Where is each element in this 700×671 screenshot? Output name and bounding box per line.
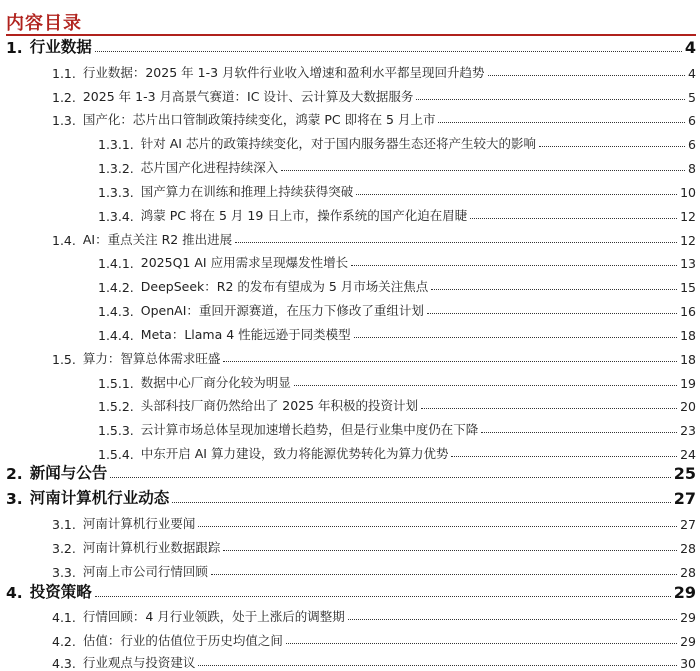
toc-dot-leader (416, 99, 685, 100)
toc-entry-number: 4.1. (52, 610, 76, 625)
toc-entry-text: 河南计算机行业要闻 (82, 516, 196, 531)
toc-entry[interactable] (0, 461, 696, 483)
toc-dot-leader (451, 456, 677, 457)
toc-entry-text: 行业观点与投资建议 (82, 655, 196, 670)
toc-entry-number: 1.4.2. (98, 280, 134, 295)
toc-entry[interactable] (0, 580, 696, 602)
toc-entry-page: 12 (680, 209, 696, 224)
toc-entry[interactable] (0, 416, 696, 438)
toc-entry[interactable] (0, 392, 696, 414)
toc-dot-leader (294, 385, 677, 386)
toc-entry-number: 4.2. (52, 634, 76, 649)
toc-entry-text: 国产算力在训练和推理上持续获得突破 (140, 184, 354, 199)
toc-dot-leader (470, 218, 677, 219)
toc-entry-text: DeepSeek：R2 的发布有望成为 5 月市场关注焦点 (140, 279, 429, 294)
toc-entry-page: 4 (688, 66, 696, 81)
toc-dot-leader (348, 619, 677, 620)
toc-entry-page: 15 (680, 280, 696, 295)
toc-entry-page: 20 (680, 399, 696, 414)
toc-entry-page: 27 (673, 489, 696, 508)
toc-entry[interactable] (0, 297, 696, 319)
toc-entry-page: 19 (680, 376, 696, 391)
toc-entry-page: 5 (688, 90, 696, 105)
toc-entry-number: 1.5.3. (98, 423, 134, 438)
toc-entry-text: Meta：Llama 4 性能远逊于同类模型 (140, 327, 351, 342)
toc-entry-number: 1.5.2. (98, 399, 134, 414)
toc-entry-number: 3. (6, 490, 23, 508)
toc-entry-page: 29 (680, 610, 696, 625)
toc-entry[interactable] (0, 649, 696, 671)
toc-entry[interactable] (0, 226, 696, 248)
toc-entry-text: 鸿蒙 PC 将在 5 月 19 日上市，操作系统的国产化迫在眉睫 (140, 208, 468, 223)
toc-entry-number: 3.2. (52, 541, 76, 556)
toc-title: 内容目录 (6, 13, 82, 34)
toc-dot-leader (211, 574, 677, 575)
toc-entry-page: 29 (673, 583, 696, 602)
toc-entry-page: 18 (680, 328, 696, 343)
toc-entry-number: 1.3.2. (98, 161, 134, 176)
toc-entry-number: 1. (6, 39, 23, 57)
toc-entry-page: 24 (680, 447, 696, 462)
toc-entry[interactable] (0, 510, 696, 532)
toc-dot-leader (198, 665, 677, 666)
toc-dot-leader (438, 122, 685, 123)
toc-dot-leader (488, 75, 686, 76)
toc-dot-leader (95, 51, 682, 52)
toc-entry-page: 18 (680, 352, 696, 367)
toc-entry-number: 2. (6, 465, 23, 483)
toc-entry[interactable] (0, 486, 696, 508)
toc-entry-page: 12 (680, 233, 696, 248)
toc-entry[interactable] (0, 35, 696, 57)
toc-entry-text: 芯片国产化进程持续深入 (140, 160, 279, 175)
toc-entry-number: 1.2. (52, 90, 76, 105)
toc-entry-text: 河南计算机行业动态 (29, 489, 170, 507)
toc-dot-leader (481, 432, 677, 433)
toc-entry-text: 头部科技厂商仍然给出了 2025 年积极的投资计划 (140, 398, 419, 413)
toc-entry-text: 行业数据：2025 年 1-3 月软件行业收入增速和盈利水平都呈现回升趋势 (82, 65, 485, 80)
toc-entry-number: 3.3. (52, 565, 76, 580)
toc-entry-text: 新闻与公告 (29, 464, 108, 482)
toc-dot-leader (281, 170, 685, 171)
toc-entry[interactable] (0, 202, 696, 224)
toc-entry-page: 4 (684, 38, 696, 57)
toc-entry-text: 估值：行业的估值位于历史均值之间 (82, 633, 283, 648)
toc-entry[interactable] (0, 534, 696, 556)
toc-entry-text: 算力：智算总体需求旺盛 (82, 351, 221, 366)
toc-entry-number: 1.3. (52, 113, 76, 128)
toc-dot-leader (223, 550, 677, 551)
toc-entry[interactable] (0, 178, 696, 200)
toc-entry-text: 中东开启 AI 算力建设，致力将能源优势转化为算力优势 (140, 446, 449, 461)
toc-entry-text: 行情回顾：4 月行业领跌，处于上涨后的调整期 (82, 609, 345, 624)
toc-entry-text: 河南计算机行业数据跟踪 (82, 540, 221, 555)
toc-entry[interactable] (0, 627, 696, 649)
toc-entry[interactable] (0, 273, 696, 295)
toc-entry-number: 1.5.4. (98, 447, 134, 462)
toc-entry-text: 河南上市公司行情回顾 (82, 564, 208, 579)
toc-entry-page: 28 (680, 565, 696, 580)
toc-dot-leader (431, 289, 677, 290)
toc-entry-page: 6 (688, 113, 696, 128)
toc-entry-text: 数据中心厂商分化较为明显 (140, 375, 291, 390)
toc-dot-leader (351, 265, 677, 266)
toc-entry-page: 16 (680, 304, 696, 319)
toc-entry-page: 23 (680, 423, 696, 438)
toc-entry-page: 6 (688, 137, 696, 152)
toc-entry[interactable] (0, 345, 696, 367)
toc-dot-leader (421, 408, 677, 409)
toc-entry-text: 针对 AI 芯片的政策持续变化，对于国内服务器生态还将产生较大的影响 (140, 136, 536, 151)
toc-entry[interactable] (0, 130, 696, 152)
toc-entry[interactable] (0, 106, 696, 128)
toc-entry-number: 1.4.1. (98, 256, 134, 271)
toc-entry-page: 13 (680, 256, 696, 271)
toc-entry[interactable] (0, 369, 696, 391)
toc-dot-leader (95, 596, 671, 597)
toc-dot-leader (427, 313, 677, 314)
toc-entry-text: AI：重点关注 R2 推出进展 (82, 232, 233, 247)
toc-dot-leader (198, 526, 677, 527)
toc-entry[interactable] (0, 440, 696, 462)
toc-entry-number: 1.4.3. (98, 304, 134, 319)
toc-entry-number: 3.1. (52, 517, 76, 532)
toc-dot-leader (223, 361, 677, 362)
toc-entry-text: 2025 年 1-3 月高景气赛道：IC 设计、云计算及大数据服务 (82, 89, 414, 104)
toc-entry[interactable] (0, 603, 696, 625)
toc-entry-page: 8 (688, 161, 696, 176)
toc-dot-leader (356, 194, 677, 195)
toc-entry[interactable] (0, 321, 696, 343)
toc-entry-number: 1.4.4. (98, 328, 134, 343)
toc-dot-leader (235, 242, 677, 243)
toc-dot-leader (172, 502, 671, 503)
toc-entry-page: 29 (680, 634, 696, 649)
toc-entry-page: 25 (673, 464, 696, 483)
toc-entry-text: 2025Q1 AI 应用需求呈现爆发性增长 (140, 255, 349, 270)
toc-entry-number: 1.5. (52, 352, 76, 367)
toc-entry-number: 1.1. (52, 66, 76, 81)
toc-entry-number: 4.3. (52, 656, 76, 671)
toc-dot-leader (286, 643, 677, 644)
toc-entry-text: 国产化：芯片出口管制政策持续变化，鸿蒙 PC 即将在 5 月上市 (82, 112, 436, 127)
toc-entry-text: 投资策略 (29, 583, 92, 601)
toc-entry-number: 1.3.3. (98, 185, 134, 200)
toc-entry-page: 10 (680, 185, 696, 200)
toc-entry-page: 27 (680, 517, 696, 532)
toc-entry[interactable] (0, 249, 696, 271)
toc-entry-text: 云计算市场总体呈现加速增长趋势，但是行业集中度仍在下降 (140, 422, 479, 437)
toc-entry-page: 28 (680, 541, 696, 556)
toc-dot-leader (354, 337, 677, 338)
toc-entry-text: 行业数据 (29, 38, 92, 56)
toc-entry[interactable] (0, 83, 696, 105)
toc-entry-number: 1.5.1. (98, 376, 134, 391)
toc-dot-leader (539, 146, 685, 147)
toc-entry[interactable] (0, 154, 696, 176)
toc-entry-number: 1.3.1. (98, 137, 134, 152)
toc-entry-page: 30 (680, 656, 696, 671)
toc-dot-leader (110, 477, 671, 478)
toc-entry-number: 1.3.4. (98, 209, 134, 224)
toc-entry-number: 4. (6, 584, 23, 602)
toc-entry-text: OpenAI：重回开源赛道，在压力下修改了重组计划 (140, 303, 424, 318)
toc-entry[interactable] (0, 59, 696, 81)
toc-entry[interactable] (0, 558, 696, 580)
toc-entry-number: 1.4. (52, 233, 76, 248)
